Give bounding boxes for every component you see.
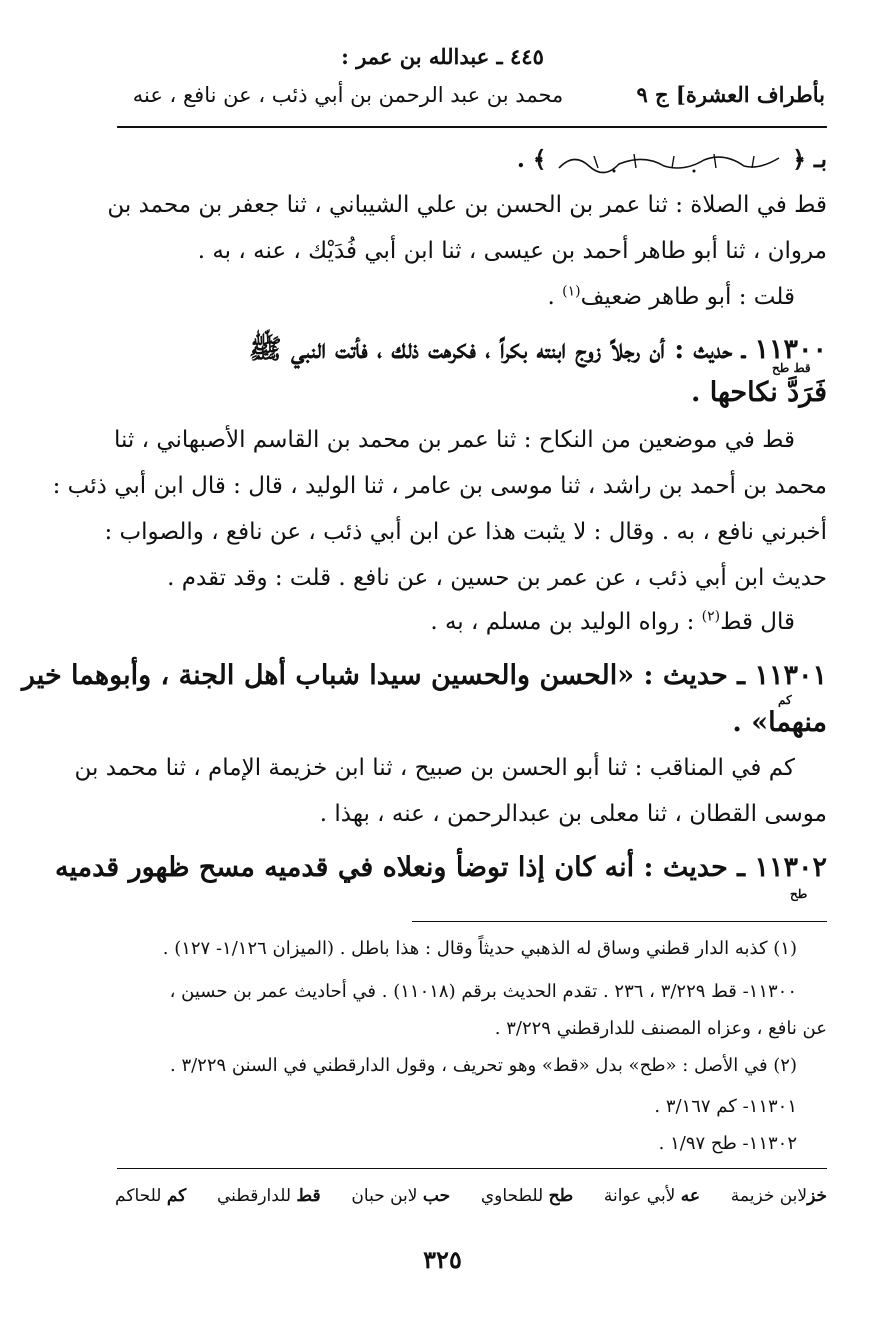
footnote-ref-2: (٢)	[701, 608, 721, 625]
footnote-11300-b: عن نافع ، وعزاه المصنف للدارقطني ٣/٢٢٩ .	[494, 1018, 827, 1039]
hadith-11300-line-1: قط في موضعين من النكاح : ثنا عمر بن محمد بن القاسم الأصبهاني ، ثنا	[113, 427, 795, 453]
basmala-calligraphy-icon	[554, 148, 784, 174]
legend-item: عه لأبي عوانة	[603, 1186, 701, 1206]
hadith-11301-codes: كم	[778, 693, 792, 707]
hadith-11300-line-2: محمد بن أحمد بن راشد ، ثنا موسى بن عامر ، ثنا الوليد ، قال : قال ابن أبي ذئب :	[52, 473, 827, 499]
source-abbreviation-legend	[115, 1186, 827, 1206]
legend-item: حب لابن حبان	[351, 1186, 451, 1206]
legend-item: طح للطحاوي	[480, 1186, 574, 1206]
hadith-11300-title-2: فَرَدَّ نكاحها .	[690, 377, 827, 408]
qult-note-1: قلت : أبو طاهر ضعيف$^{(١)}$ .	[547, 283, 795, 310]
footnote-11300-a: ١١٣٠٠- قط ٣/٢٢٩ ، ٢٣٦ . تقدم الحديث برقم (١١٠١٨) . في أحاديث عمر بن حسين ،	[169, 981, 797, 1002]
hadith-11300-title-1: ١١٣٠٠ ـ حديث : أن رجلاً زوج ابنته بكراً ، فكرهت ذلك ، فأتت النبي ﷺ	[249, 334, 827, 365]
page-number: ٣٢٥	[423, 1245, 462, 1274]
footnote-2: (٢) في الأصل : «طح» بدل «قط» وهو تحريف ، وقول الدارقطني في السنن ٣/٢٢٩ .	[170, 1055, 797, 1076]
hadith-11301-line-1: كم في المناقب : ثنا أبو الحسن بن صبيح ، ثنا ابن خزيمة الإمام ، ثنا محمد بن	[74, 755, 795, 781]
hadith-11300-line-3: أخبرني نافع ، به . وقال : لا يثبت هذا عن ابن أبي ذئب ، عن نافع ، والصواب :	[104, 519, 827, 545]
hadith-11301-line-2: موسى القطان ، ثنا معلى بن عبدالرحمن ، عنه ، بهذا .	[319, 801, 827, 827]
hadith-11302-codes: طح	[790, 887, 808, 901]
hadith-11301-title-1: ١١٣٠١ ـ حديث : «الحسن والحسين سيدا شباب أهل الجنة ، وأبوهما خير	[21, 660, 827, 691]
qt-salat-line-1: قط في الصلاة : ثنا عمر بن الحسن بن علي الشيباني ، ثنا جعفر بن محمد بن	[107, 192, 827, 218]
legend-item: قط للدارقطني	[216, 1186, 321, 1206]
hadith-11300-codes: قط طح	[772, 361, 811, 375]
hadith-11301-title-2: منهما» .	[732, 707, 827, 738]
hadith-11300-line-4: حديث ابن أبي ذئب ، عن عمر بن حسين ، عن نافع . قلت : وقد تقدم .	[167, 565, 827, 591]
chapter-heading: ٤٤٥ ـ عبدالله بن عمر :	[341, 44, 544, 69]
header-right: بأطراف العشرة] ج ٩	[636, 82, 825, 107]
qt-salat-line-2: مروان ، ثنا أبو طاهر أحمد بن عيسى ، ثنا ابن أبي فُدَيْك ، عنه ، به .	[197, 238, 827, 264]
hadith-11302-title-1: ١١٣٠٢ ـ حديث : أنه كان إذا توضأ ونعلاه في قدميه مسح ظهور قدميه	[55, 852, 827, 883]
footnote-11302: ١١٣٠٢- طح ١/٩٧ .	[658, 1133, 797, 1154]
footnote-ref-1: (١)	[562, 283, 581, 300]
legend-rule	[117, 1168, 827, 1169]
hadith-11300-line-5: قال قط$^{(٢)}$ : رواه الوليد بن مسلم ، به .	[430, 608, 795, 635]
basmala-prefix: بـ	[813, 146, 827, 173]
legend-item: خزلابن خزيمة	[730, 1186, 827, 1206]
footnote-11301: ١١٣٠١- كم ٣/١٦٧ .	[654, 1096, 797, 1117]
footnote-rule	[412, 921, 827, 922]
legend-item: كم للحاكم	[115, 1186, 187, 1206]
footnote-1: (١) كذبه الدار قطني وساق له الذهبي حديثاً وقال : هذا باطل . (الميزان ١/١٢٦- ١٢٧) .	[162, 938, 797, 959]
header-left: محمد بن عبد الرحمن بن أبي ذئب ، عن نافع ، عنه	[132, 83, 564, 107]
header-rule	[117, 126, 827, 128]
basmala-suffix: ﴾ .	[516, 146, 547, 173]
basmala-line: بـ ﴿ ﴾ .	[516, 146, 827, 173]
